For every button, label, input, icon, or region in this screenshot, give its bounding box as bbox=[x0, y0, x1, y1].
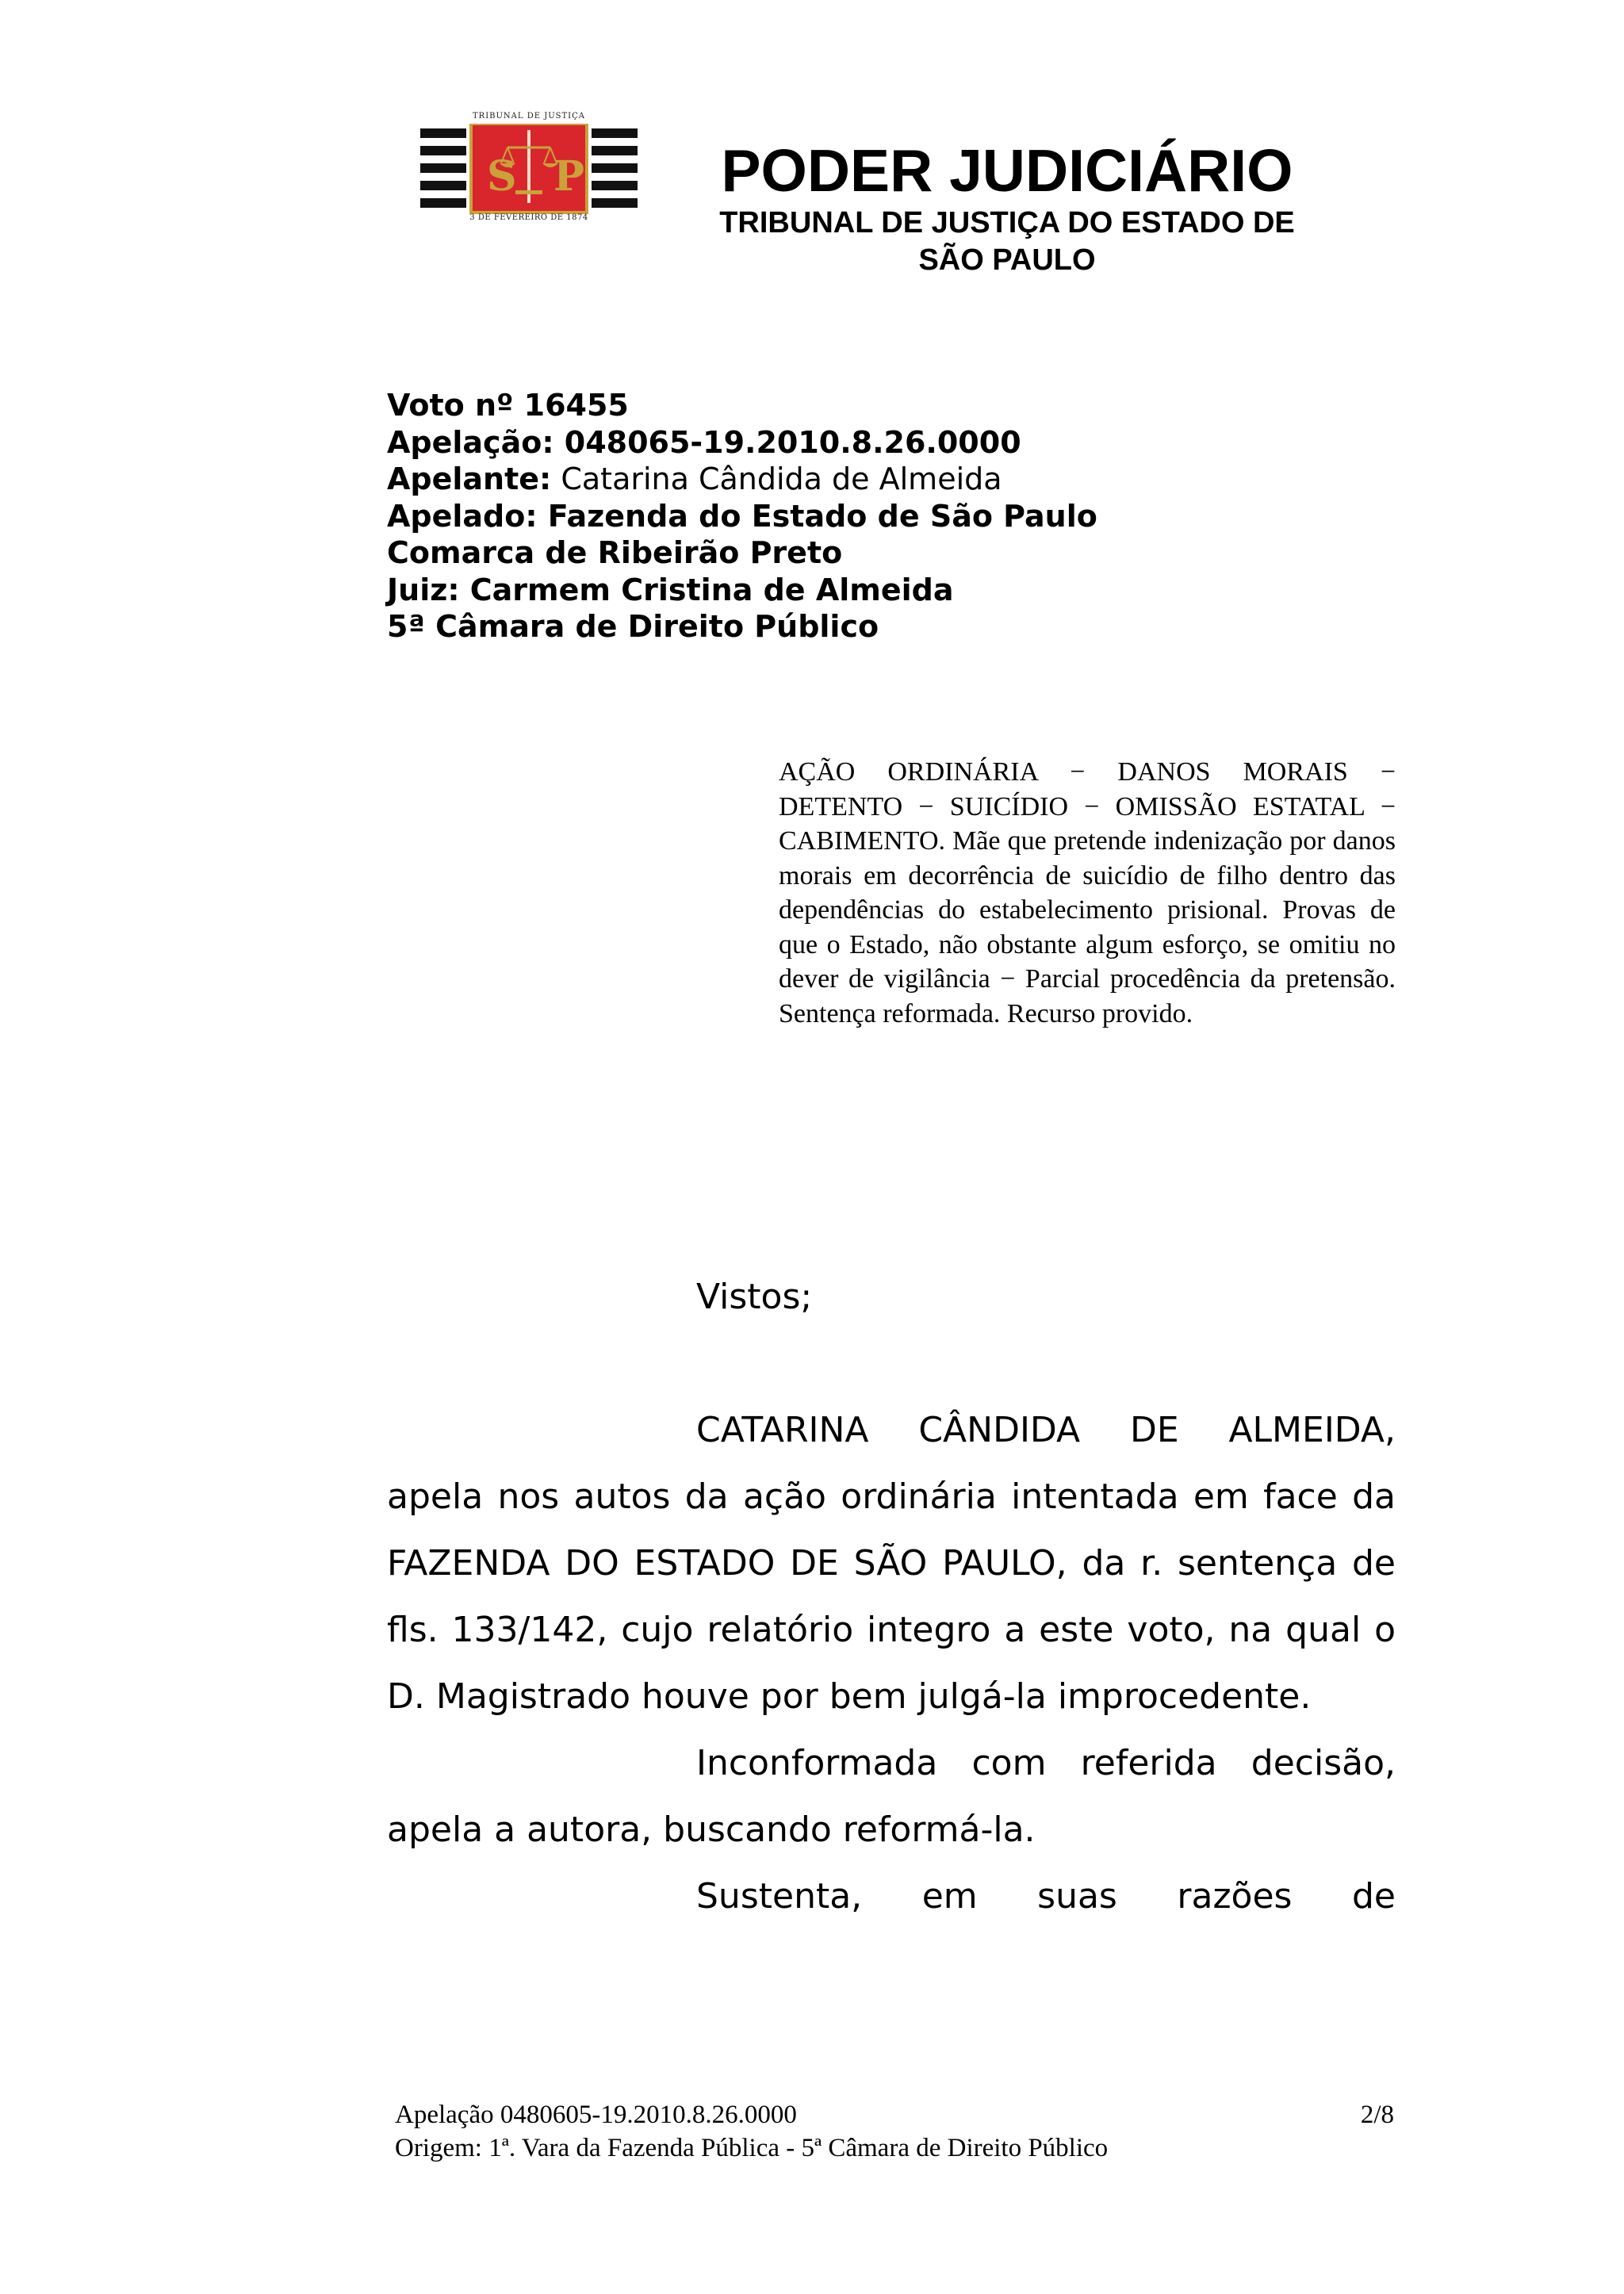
document-title: PODER JUDICIÁRIO bbox=[721, 137, 1293, 204]
decision-body bbox=[387, 1264, 1396, 1930]
footer-origin: Origem: 1ª. Vara da Fazenda Pública - 5ª Câmara de Direito Público bbox=[395, 2134, 1109, 2162]
court-name bbox=[698, 205, 1316, 279]
logo-letter-p: P bbox=[553, 152, 585, 201]
paragraph-3-start: Sustenta, em suas razões de bbox=[696, 1876, 1396, 1917]
appellant-label: Apelante: bbox=[387, 461, 552, 496]
logo-letter-s: S bbox=[487, 152, 517, 201]
district: Comarca de Ribeirão Preto bbox=[387, 535, 843, 570]
court-name-line2: SÃO PAULO bbox=[918, 243, 1096, 277]
paragraph-2-rest: apela a autora, buscando reformá-la. bbox=[387, 1810, 1036, 1850]
footer-appeal-number: Apelação 0480605-19.2010.8.26.0000 bbox=[395, 2101, 797, 2129]
appeal-number: Apelação: 048065-19.2010.8.26.0000 bbox=[387, 424, 1021, 460]
appellant-name: Catarina Cândida de Almeida bbox=[561, 461, 1002, 496]
court-name-line1: TRIBUNAL DE JUSTIÇA DO ESTADO DE bbox=[719, 206, 1295, 239]
logo-text-top: TRIBUNAL DE JUSTIÇA bbox=[473, 112, 585, 121]
court-emblem-icon bbox=[414, 124, 644, 215]
chamber: 5ª Câmara de Direito Público bbox=[387, 609, 879, 644]
case-info bbox=[387, 387, 1418, 645]
appellee: Apelado: Fazenda do Estado de São Paulo bbox=[387, 498, 1097, 534]
page-number: 2/8 bbox=[1360, 2101, 1394, 2129]
page-footer bbox=[395, 2098, 1394, 2165]
court-logo bbox=[414, 109, 644, 228]
vistos-line: Vistos; bbox=[696, 1277, 813, 1317]
paragraph-1-start: CATARINA CÂNDIDA DE ALMEIDA, bbox=[696, 1410, 1396, 1450]
judge: Juiz: Carmem Cristina de Almeida bbox=[387, 572, 954, 607]
case-summary: AÇÃO ORDINÁRIA − DANOS MORAIS − DETENTO − SUICÍDIO − OMISSÃO ESTATAL − CABIMENTO. Mãe que pretende indenização por danos morais em decorrência de suicídio de filho dentro das dependências do estabelecimento prisional. Provas de que o Estado, não obstante algum esforço, se omitiu no dever de vigilância − Parcial procedência da pretensão. Sentença reformada. Recurso provido. bbox=[779, 757, 1396, 1028]
paragraph-2-start: Inconformada com referida decisão, bbox=[696, 1743, 1396, 1783]
paragraph-1-rest: apela nos autos da ação ordinária intentada em face da FAZENDA DO ESTADO DE SÃO PAULO, da r. sentença de fls. 133/142, cujo relatório integro a este voto, na qual o D. Magistrado houve por bem julgá-la improcedente. bbox=[387, 1476, 1396, 1717]
logo-text-bottom: 3 DE FEVEREIRO DE 1874 bbox=[469, 213, 588, 222]
vote-number: Voto nº 16455 bbox=[387, 388, 629, 423]
